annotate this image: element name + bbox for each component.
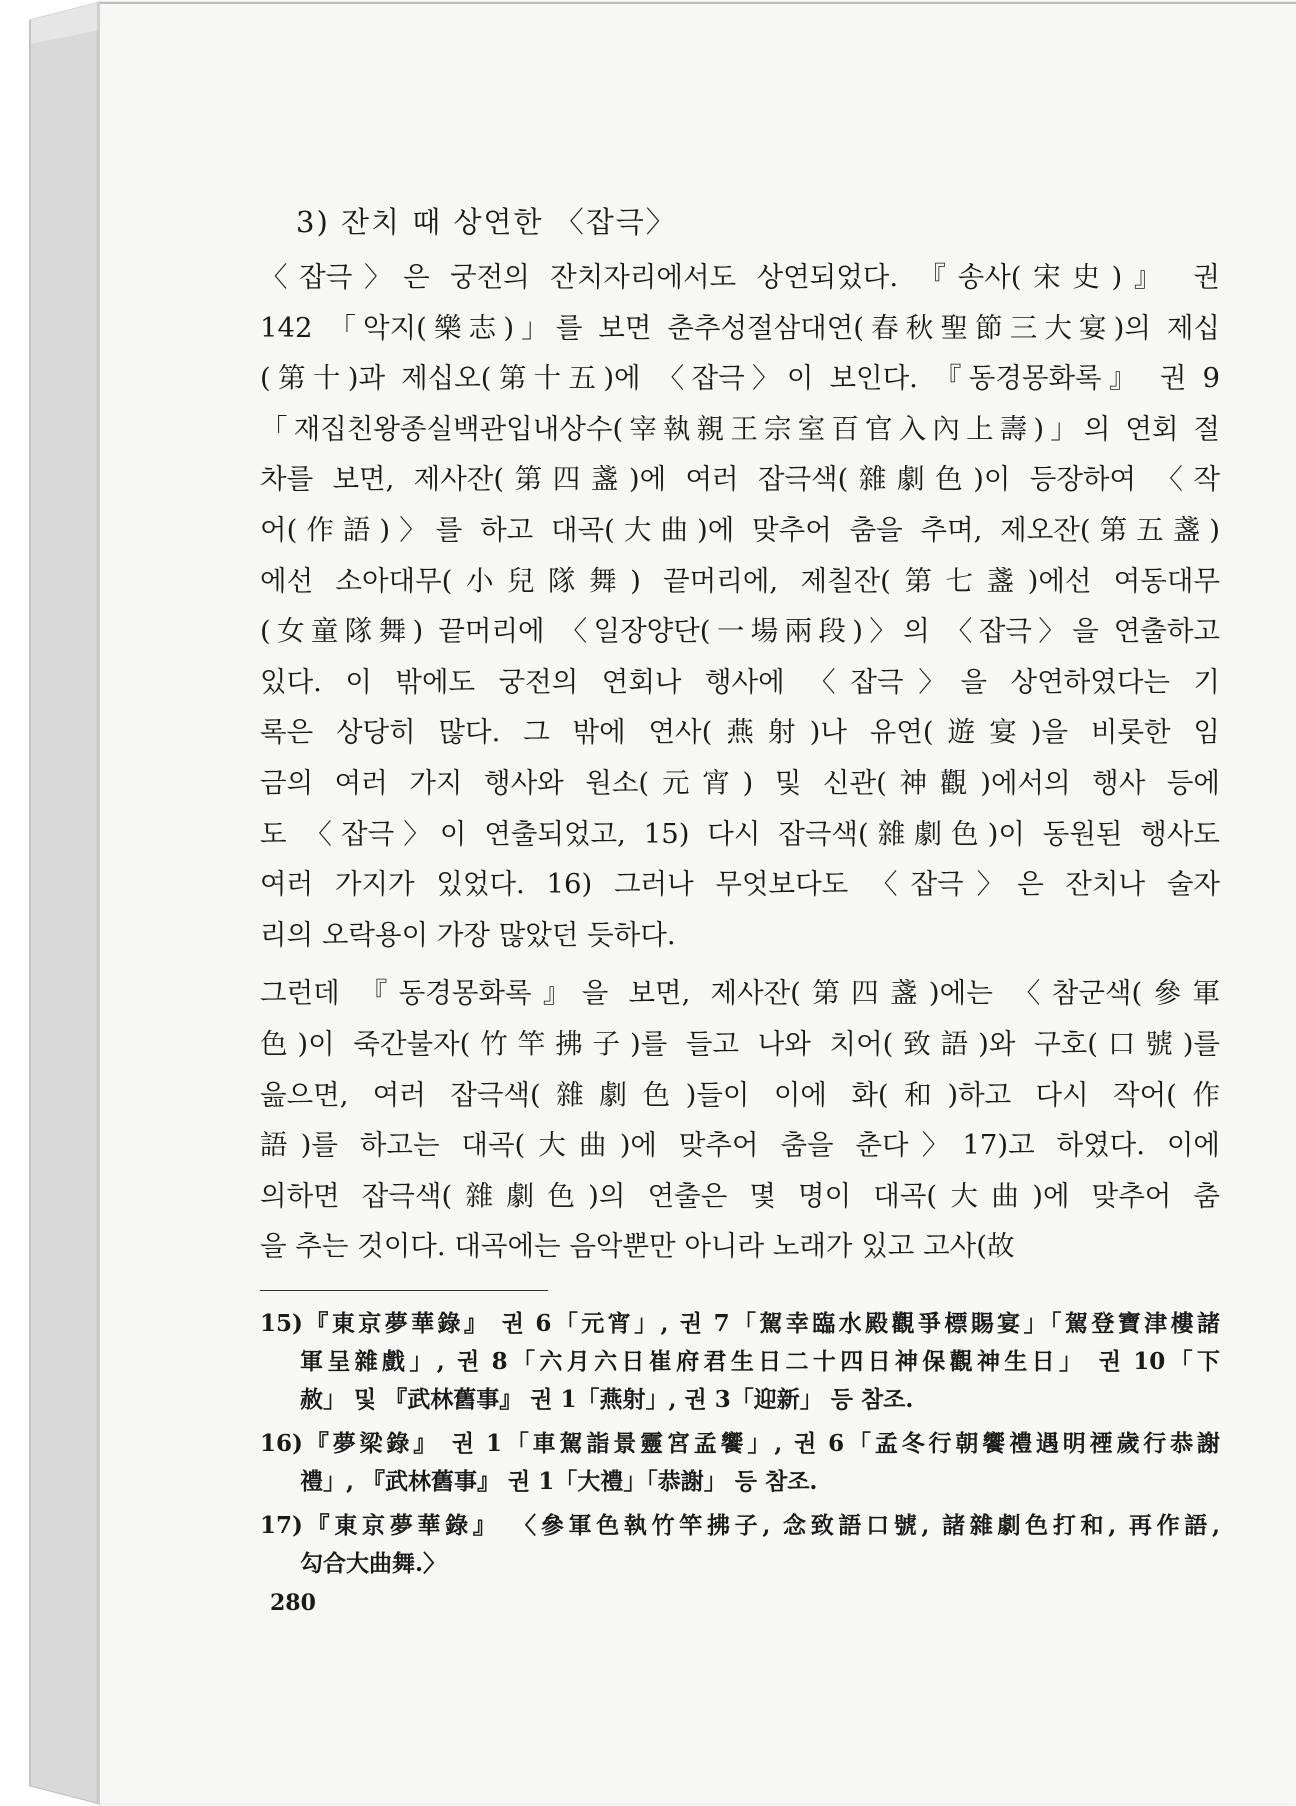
footnote <box>260 1425 1220 1501</box>
footnote-number: 15) <box>260 1309 303 1337</box>
footnote-line: 禮」, 『武林舊事』 권 1「大禮」「恭謝」 등 참조. <box>300 1467 818 1495</box>
footnote-number: 17) <box>260 1511 303 1539</box>
footnote-line <box>260 1425 1220 1463</box>
paragraph-2-line: 읊으면, 여러 잡극색(雜劇色)들이 이에 화(和)하고 다시 작어(作 <box>260 1078 1220 1111</box>
paragraph-1-line: 여러 가지가 있었다. 16) 그러나 무엇보다도 〈잡극〉은 잔치나 술자 <box>260 868 1220 901</box>
page-content <box>260 202 1220 1589</box>
paragraph-1-line: 리의 오락용이 가장 많았던 듯하다. <box>260 918 676 951</box>
paragraph-1-line: 록은 상당히 많다. 그 밖에 연사(燕射)나 유연(遊宴)을 비롯한 임 <box>260 716 1220 749</box>
page-top-edge <box>100 2 1296 4</box>
footnote-text: 『東京夢華錄』 권 6「元宵」, 권 7「駕幸臨水殿觀爭標賜宴」「駕登寶津樓諸 <box>302 1309 1220 1337</box>
paragraph-1-line: 〈잡극〉은 궁전의 잔치자리에서도 상연되었다. 『송사(宋史)』 권 <box>260 261 1220 293</box>
page-number: 280 <box>270 1590 316 1616</box>
footnote-text: 『東京夢華錄』 〈參軍色執竹竿拂子, 念致語口號, 諸雜劇色打和, 再作語, <box>302 1511 1220 1539</box>
footnote-divider <box>260 1290 548 1291</box>
book-spine <box>0 0 110 1806</box>
section-title: 3) 잔치 때 상연한 〈잡극〉 <box>296 205 677 239</box>
footnote-line: 軍呈雜戲」, 권 8「六月六日崔府君生日二十四日神保觀神生日」 권 10「下 <box>300 1347 1220 1375</box>
paragraph-2-line: 色)이 죽간불자(竹竿拂子)를 들고 나와 치어(致語)와 구호(口號)를 <box>260 1027 1220 1060</box>
footnote-line <box>260 1305 1220 1343</box>
paragraph-1-line: 142 「악지(樂志)」를 보면 춘추성절삼대연(春秋聖節三大宴)의 제십 <box>260 311 1220 344</box>
paragraph-1-line: (女童隊舞) 끝머리에 〈일장양단(一場兩段)〉의 〈잡극〉을 연출하고 <box>260 615 1220 648</box>
book-page <box>98 2 1296 1804</box>
paragraph-1-line: 금의 여러 가지 행사와 원소(元宵) 및 신관(神觀)에서의 행사 등에 <box>260 766 1220 799</box>
paragraph-1-line: 있다. 이 밖에도 궁전의 연회나 행사에 〈잡극〉을 상연하였다는 기 <box>260 665 1220 698</box>
paragraph-2-line: 그런데 『동경몽화록』을 보면, 제사잔(第四盞)에는 〈참군색(參軍 <box>260 977 1220 1010</box>
footnote-number: 16) <box>260 1429 303 1457</box>
footnote <box>260 1507 1220 1583</box>
paragraph-2-line: 語)를 하고는 대곡(大曲)에 맞추어 춤을 춘다〉17)고 하였다. 이에 <box>260 1129 1220 1162</box>
footnote-text: 『夢梁錄』 권 1「車駕詣景靈宮孟饗」, 권 6「孟冬行朝饗禮遇明禋歲行恭謝 <box>302 1429 1220 1457</box>
footnote-line: 赦」 및 『武林舊事』 권 1「燕射」, 권 3「迎新」 등 참조. <box>300 1385 914 1413</box>
paragraph-2-line: 의하면 잡극색(雜劇色)의 연출은 몇 명이 대곡(大曲)에 맞추어 춤 <box>260 1179 1220 1212</box>
paragraph-2 <box>260 968 1220 1272</box>
footnote <box>260 1305 1220 1419</box>
paragraph-1-line: 도 〈잡극〉이 연출되었고, 15) 다시 잡극색(雜劇色)이 동원된 행사도 <box>260 817 1220 850</box>
paragraph-1-line: (第十)과 제십오(第十五)에 〈잡극〉이 보인다. 『동경몽화록』 권 9 <box>260 362 1220 395</box>
footnote-line: 勾合大曲舞.〉 <box>300 1549 447 1577</box>
footnote-line <box>260 1507 1220 1545</box>
paragraph-2-line: 을 추는 것이다. 대곡에는 음악뿐만 아니라 노래가 있고 고사(故 <box>260 1230 1015 1263</box>
paragraph-1-line: 에선 소아대무(小兒隊舞) 끝머리에, 제칠잔(第七盞)에선 여동대무 <box>260 564 1220 597</box>
paragraph-1-line: 차를 보면, 제사잔(第四盞)에 여러 잡극색(雜劇色)이 등장하여 〈작 <box>260 463 1220 496</box>
paragraph-1 <box>260 252 1220 960</box>
paragraph-1-line: 어(作語)〉를 하고 대곡(大曲)에 맞추어 춤을 추며, 제오잔(第五盞) <box>260 513 1220 546</box>
paragraph-1-line: 「재집친왕종실백관입내상수(宰執親王宗室百官入內上壽)」의 연회 절 <box>260 412 1220 445</box>
footnotes <box>260 1305 1220 1583</box>
